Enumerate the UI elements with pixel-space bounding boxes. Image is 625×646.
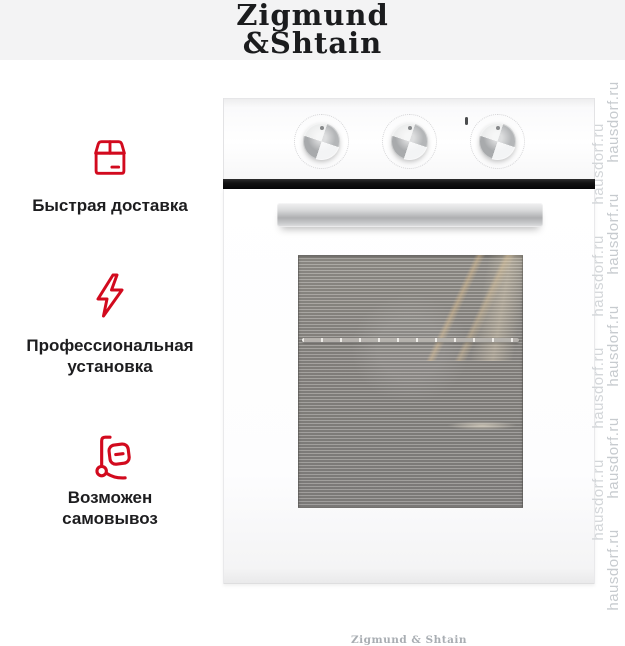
glass-reflection-spot xyxy=(447,421,517,430)
badge-label xyxy=(10,487,210,529)
watermark-text: hausdorf.ru xyxy=(605,529,622,611)
badge-label-line1: Возможен xyxy=(67,488,153,507)
badge-fast-delivery xyxy=(10,134,210,216)
package-icon xyxy=(10,134,210,181)
watermark-text: hausdorf.ru xyxy=(605,193,622,275)
brand-logo-line1: Zigmund xyxy=(236,0,389,32)
watermark-column-inner xyxy=(590,110,607,554)
door-brand-logo: Zigmund & Shtain xyxy=(351,634,467,646)
handtruck-icon xyxy=(10,431,210,483)
badge-label xyxy=(10,335,210,377)
oven-window xyxy=(298,255,523,508)
oven-rack xyxy=(302,338,519,342)
badge-label xyxy=(10,195,210,216)
glass-reflection-center xyxy=(352,295,469,401)
badge-label-line1: Профессиональная xyxy=(26,336,194,355)
badge-label-line2: самовывоз xyxy=(62,509,158,528)
oven-handle xyxy=(277,203,543,227)
badge-label-line2: установка xyxy=(67,357,153,376)
indicator-light xyxy=(465,117,468,125)
watermark-text: hausdorf.ru xyxy=(590,347,607,429)
oven-product-image xyxy=(223,98,595,646)
watermark-column-outer xyxy=(605,68,622,624)
header-strip xyxy=(0,0,625,60)
watermark-text: hausdorf.ru xyxy=(605,81,622,163)
brand-logo-line2: &Shtain xyxy=(242,26,383,60)
oven-knob-center xyxy=(391,123,428,160)
oven-control-panel xyxy=(223,98,595,179)
watermark-text: hausdorf.ru xyxy=(605,417,622,499)
badge-professional-installation xyxy=(10,272,210,377)
lightning-icon xyxy=(10,272,210,320)
oven-knob-right xyxy=(479,123,516,160)
badge-pickup-available xyxy=(10,431,210,529)
watermark-text: hausdorf.ru xyxy=(590,123,607,205)
watermark-text: hausdorf.ru xyxy=(590,235,607,317)
watermark-text: hausdorf.ru xyxy=(605,305,622,387)
watermark-text: hausdorf.ru xyxy=(590,459,607,541)
oven-trim-strip xyxy=(223,179,595,189)
brand-logo xyxy=(0,0,625,60)
badge-label-line1: Быстрая доставка xyxy=(32,196,188,215)
oven-knob-left xyxy=(303,123,340,160)
